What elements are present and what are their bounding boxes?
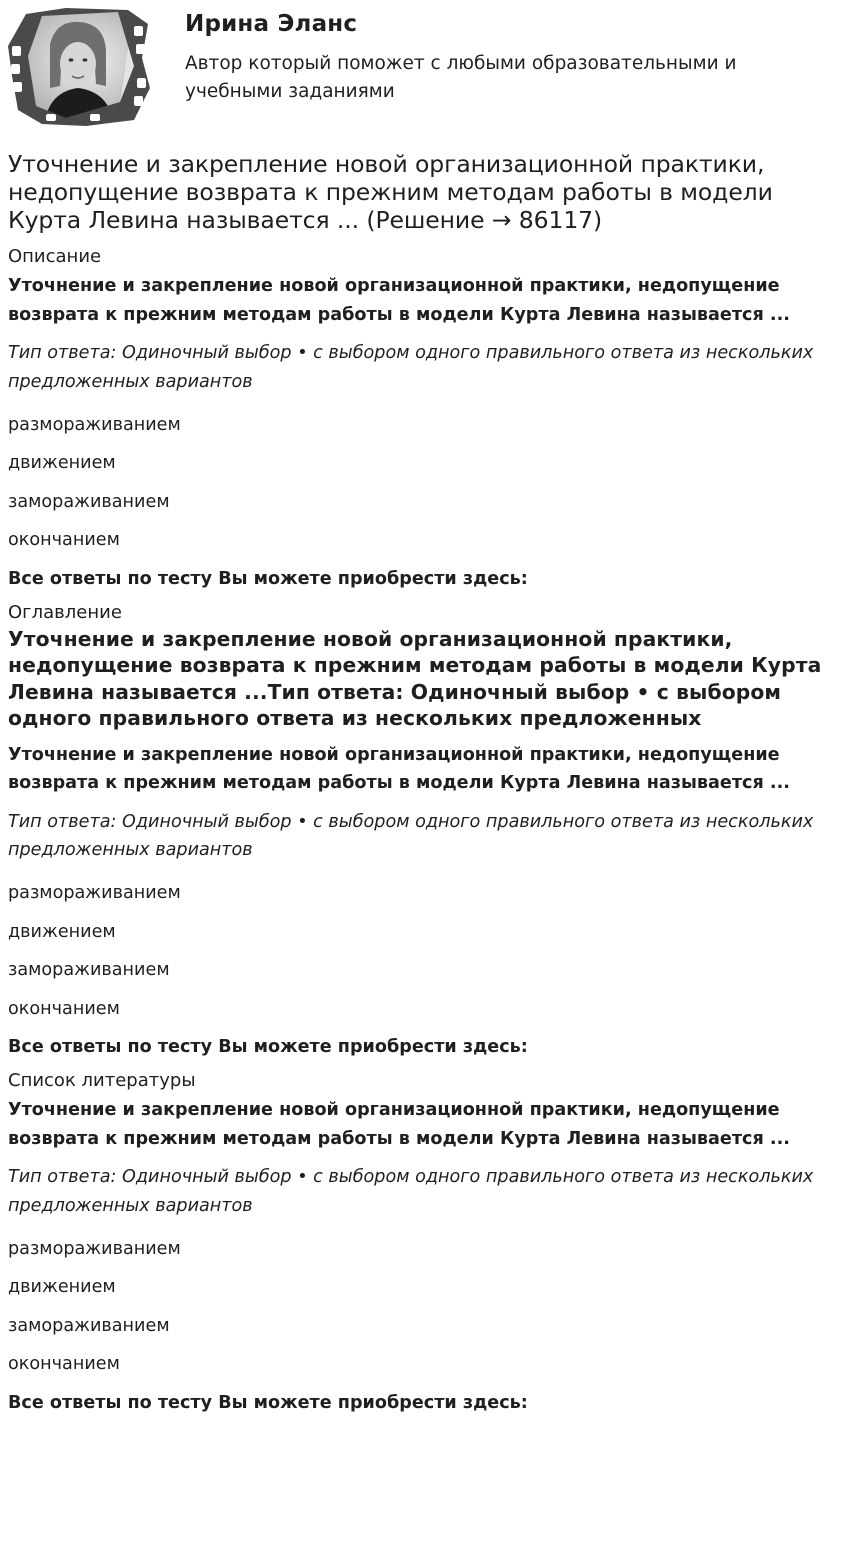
answer-option: движением [8,1277,116,1297]
answer-option: замораживанием [8,491,170,512]
author-header [0,0,847,140]
answer-option: движением [8,453,116,473]
question-text: Уточнение и закрепление новой организационной практики, недопущение возврата к прежним методам работы в модели Курта Левина называется ... [8,744,790,793]
answer-option: размораживанием [8,1238,181,1259]
answer-option: окончанием [8,1354,120,1374]
buy-answers-note: Все ответы по тесту Вы можете приобрести здесь: [8,1392,528,1413]
avatar-film-frame-icon [6,6,152,128]
section-label-toc: Оглавление [8,601,122,623]
avatar[interactable] [6,6,152,128]
answer-type: Тип ответа: Одиночный выбор • с выбором одного правильного ответа из нескольких предложенных вариантов [8,343,814,392]
answer-option: размораживанием [8,883,181,903]
author-description: Автор который поможет с любыми образовательными и учебными заданиями [185,53,737,102]
answer-type: Тип ответа: Одиночный выбор • с выбором одного правильного ответа из нескольких предложенных вариантов [8,811,814,860]
author-name[interactable]: Ирина Эланс [185,11,358,37]
page-title: Уточнение и закрепление новой организационной практики, недопущение возврата к прежним методам работы в модели Курта Левина называется ... (Решение → 86117) [8,150,773,234]
answer-option: окончанием [8,530,120,550]
answer-type: Тип ответа: Одиночный выбор • с выбором одного правильного ответа из нескольких предложенных вариантов [8,1167,814,1216]
answer-option: окончанием [8,998,120,1019]
question-text: Уточнение и закрепление новой организационной практики, недопущение возврата к прежним методам работы в модели Курта Левина называется ... [8,1100,790,1149]
main-content [8,150,823,1414]
answer-option: размораживанием [8,414,181,435]
section-label-description: Описание [8,246,102,267]
buy-answers-note: Все ответы по тесту Вы можете приобрести здесь: [8,1037,528,1057]
toc-section [8,602,823,1059]
question-text: Уточнение и закрепление новой организационной практики, недопущение возврата к прежним методам работы в модели Курта Левина называется ... [8,276,790,325]
description-section [8,246,823,590]
answer-option: замораживанием [8,1315,170,1336]
toc-heading: Уточнение и закрепление новой организационной практики, недопущение возврата к прежним методам работы в модели Курта Левина называется ...Тип ответа: Одиночный выбор • с выбором одного правильного ответа из нескольких предложенных [8,626,822,730]
section-label-literature: Список литературы [8,1070,196,1091]
literature-section [8,1070,823,1414]
buy-answers-note: Все ответы по тесту Вы можете приобрести здесь: [8,568,528,589]
answer-option: замораживанием [8,960,170,980]
answer-option: движением [8,921,116,942]
